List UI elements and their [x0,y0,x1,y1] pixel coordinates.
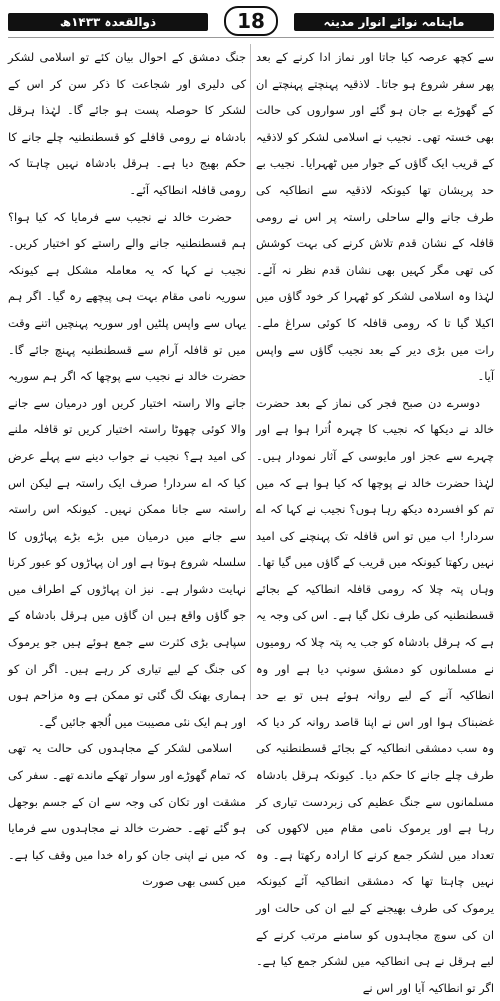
page-header [8,6,494,36]
right-column [256,44,494,995]
magazine-title-banner [294,13,494,31]
issue-date: ذوالقعدہ ۱۴۳۳ھ [59,15,157,29]
paragraph: سے کچھ عرصہ کیا جاتا اور نماز ادا کرنے کے بعد پھر سفر شروع ہو جاتا۔ لاذقیہ پہنچتے پہنچتے ان کے گھوڑے بے جان ہو گئے اور سواروں کی حالت بھی خستہ تھی۔ نجیب نے اسلامی لشکر کو لاذقیہ کے قریب ایک گاؤں کے جوار میں ٹھہرایا۔ نجیب بے حد پریشان تھا کیونکہ لاذقیہ سے انطاکیہ کی طرف جانے والے ساحلی راستہ پر اس نے رومی قافلہ کے نشان قدم تلاش کرنے کی بہت کوشش کی تھی مگر کہیں بھی نشان قدم نظر نہ آئے۔ لہٰذا وہ اسلامی لشکر کو ٹھہرا کر خود گاؤں میں اکیلا گیا تا کہ رومی قافلہ کا کوئی سراغ ملے۔ رات میں بڑی دیر کے بعد نجیب گاؤں سے واپس آیا۔ [256,50,494,384]
column-divider [250,44,251,700]
paragraph: اسلامی لشکر کے مجاہدوں کی حالت یہ تھی کہ تمام گھوڑے اور سوار تھکے ماندے تھے۔ سفر کی مشقت اور تکان کی وجہ سے ان کے جسم بوجھل ہو گئے تھے۔ حضرت خالد نے مجاہدوں سے فرمایا کہ میں نے اپنی جان کو راہ خدا میں وقف کیا ہے۔ میں کسی بھی صورت [8,741,246,889]
page-number-badge [224,6,278,36]
header-rule [8,37,494,38]
page-number: 18 [237,9,265,33]
magazine-title: ماہنامہ نوائے انوار مدینہ [323,15,465,29]
paragraph: حضرت خالد نے نجیب سے فرمایا کہ کیا ہوا؟ ہم قسطنطنیہ جانے والے راستے کو اختیار کریں۔ نجیب نے کہا کہ یہ معاملہ مشکل ہے کیونکہ سوریہ نامی مقام بہت ہی پیچھے رہ گیا۔ اگر ہم یہاں سے واپس پلٹیں اور سوریہ پہنچیں اتنے وقت میں تو قافلہ آرام سے قسطنطنیہ پہنچ جائے گا۔ حضرت خالد نے نجیب سے پوچھا کہ اگر ہم سوریہ جانے والا راستہ اختیار کریں اور درمیان سے جانے والا کوئی چھوٹا راستہ اختیار کریں تو قافلہ ملنے کی امید ہے؟ نجیب نے جواب دینے سے پہلے عرض کیا کہ اے سردار! صرف ایک راستہ ہے لیکن اس راستہ سے جانا ممکن نہیں۔ کیونکہ اس راستہ سے جانے میں درمیان میں بڑے بڑے پہاڑوں کا سلسلہ شروع ہوتا ہے اور ان پہاڑوں کو عبور کرنا نہایت دشوار ہے۔ نیز ان پہاڑوں کے اطراف میں جو گاؤں واقع ہیں ان گاؤں میں ہرقل بادشاہ کے سپاہی بڑی کثرت سے جمع ہوئے ہیں جو یرموک کی جنگ کے لیے تیاری کر رہے ہیں۔ اگر ان کو ہماری بھنک لگ گئی تو ممکن ہے وہ مزاحم ہوں اور ہم ایک نئی مصیبت میں اُلجھ جائیں گے۔ [8,209,246,729]
left-column [8,44,246,889]
paragraph: جنگ دمشق کے احوال بیان کئے تو اسلامی لشکر کی دلیری اور شجاعت کا ذکر سن کر اس کے لشکر کا حوصلہ پست ہو جائے گا۔ لہٰذا ہرقل بادشاہ نے رومی قافلے کو قسطنطنیہ چلے جانے کا حکم بھیج دیا ہے۔ ہرقل بادشاہ نہیں چاہتا کہ رومی قافلہ انطاکیہ آئے۔ [8,50,246,197]
article-body [8,44,494,995]
issue-date-banner [8,13,208,31]
paragraph: دوسرے دن صبح فجر کی نماز کے بعد حضرت خالد نے دیکھا کہ نجیب کا چہرہ اُترا ہوا ہے اور چہرے سے عجز اور مایوسی کے آثار نمودار ہیں۔ لہٰذا حضرت خالد نے پوچھا کہ کیا ہوا ہے کہ میں تم کو افسردہ دیکھ رہا ہوں؟ نجیب نے کہا کہ اے سردار! اب میں تو اس قافلہ تک پہنچنے کی امید نہیں رکھتا کیونکہ میں قریب کے گاؤں میں گیا تھا۔ وہاں پتہ چلا کہ رومی قافلہ انطاکیہ کے بجائے قسطنطنیہ کی طرف نکل گیا ہے۔ اس کی وجہ یہ ہے کہ ہرقل بادشاہ کو جب یہ پتہ چلا کہ رومیوں نے مسلمانوں کو دمشق سونپ دیا ہے اور وہ انطاکیہ آنے کے لیے روانہ ہوئے ہیں تو بے حد غضبناک ہوا اور اس نے اپنا قاصد روانہ کر دیا کہ وہ سب دمشقی انطاکیہ کے بجائے قسطنطنیہ کی طرف چلے جانے کا حکم دیا۔ کیونکہ ہرقل بادشاہ مسلمانوں سے جنگ عظیم کی زبردست تیاری کر رہا ہے اور یرموک نامی مقام میں لاکھوں کی تعداد میں لشکر جمع کرنے کا ارادہ رکھتا ہے۔ وہ نہیں چاہتا تھا کہ دمشقی انطاکیہ آئے کیونکہ یرموک کی طرف بھیجنے کے لیے ان کی حالت اور ان کی سوچ مجاہدوں کو سامنے مرتب کرنے کے لیے ہرقل نے ہی انطاکیہ میں لشکر جمع کیا ہے۔ اگر تو انطاکیہ آیا اور اس نے [256,395,494,995]
